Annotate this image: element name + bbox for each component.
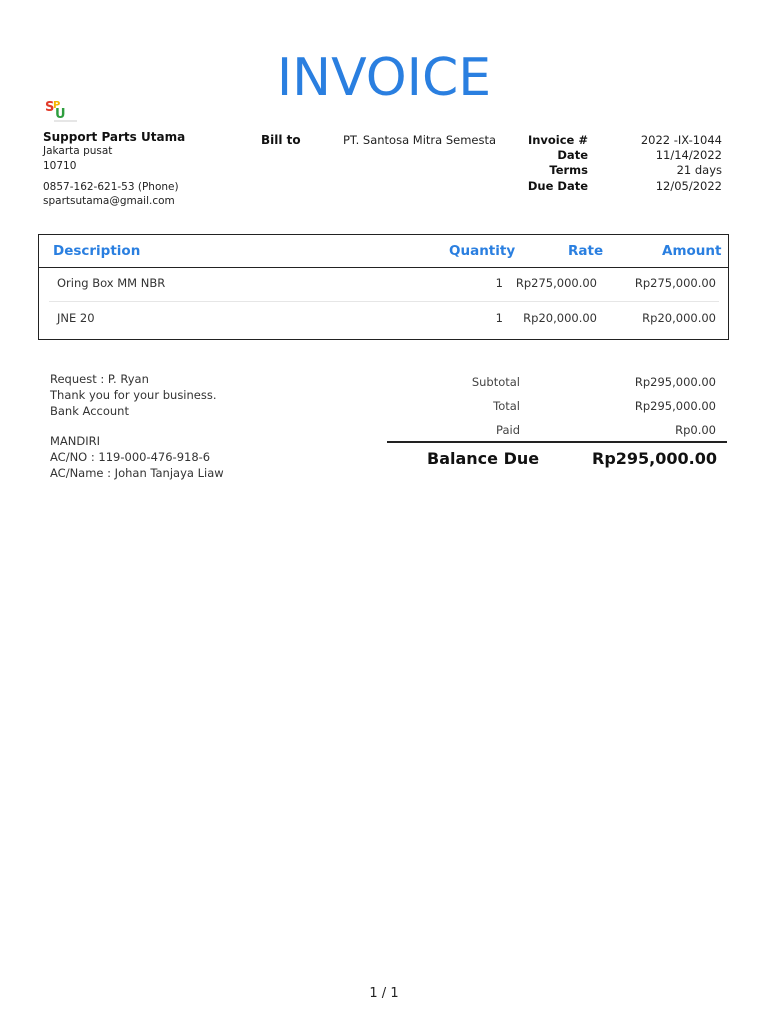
spu-logo-icon (44, 97, 78, 123)
paid-label: Paid (496, 423, 520, 437)
invoice-date: 11/14/2022 (655, 148, 722, 163)
paid-value: Rp0.00 (675, 423, 716, 437)
column-header-description: Description (53, 243, 141, 259)
company-phone: 0857-162-621-53 (Phone) (43, 181, 179, 193)
due-date: 12/05/2022 (655, 178, 722, 193)
svg-text:P: P (53, 100, 61, 111)
bill-to-label: Bill to (261, 133, 301, 147)
invoice-meta-labels (500, 133, 588, 194)
invoice-number: 2022 -IX-1044 (640, 133, 722, 147)
line-items-table (38, 268, 729, 340)
total-value: Rp295,000.00 (634, 399, 716, 413)
company-postal-code: 10710 (43, 160, 77, 172)
terms-label: Terms (549, 163, 588, 178)
total-label: Total (493, 399, 520, 413)
bank-account-label: Bank Account (50, 404, 129, 418)
notes-spacer (50, 419, 224, 433)
column-header-rate: Rate (568, 243, 604, 259)
bill-to-value: PT. Santosa Mitra Semesta (343, 133, 497, 147)
item-quantity: 1 (495, 276, 503, 290)
page-indicator: 1 / 1 (369, 986, 399, 1001)
invoice-notes (50, 371, 224, 481)
thanks-note: Thank you for your business. (50, 388, 217, 402)
request-note: Request : P. Ryan (50, 372, 149, 386)
column-header-quantity: Quantity (449, 243, 516, 259)
date-label: Date (557, 148, 588, 163)
invoice-meta-values (600, 133, 722, 194)
svg-text:S: S (45, 100, 55, 115)
account-name: AC/Name : Johan Tanjaya Liaw (50, 466, 224, 480)
item-quantity: 1 (495, 311, 503, 325)
item-amount: Rp275,000.00 (634, 276, 716, 290)
due-date-label: Due Date (527, 178, 588, 193)
account-number: AC/NO : 119-000-476-918-6 (50, 450, 211, 464)
company-email: spartsutama@gmail.com (43, 195, 175, 207)
company-name: Support Parts Utama (43, 130, 186, 144)
table-row (39, 303, 728, 337)
item-description: Oring Box MM NBR (57, 276, 166, 290)
row-divider (49, 301, 719, 302)
payment-terms: 21 days (676, 163, 722, 178)
bank-name: MANDIRI (50, 434, 101, 448)
column-header-amount: Amount (662, 243, 722, 259)
invoice-title: INVOICE (276, 48, 492, 108)
item-description: JNE 20 (57, 311, 95, 325)
balance-due-label: Balance Due (427, 449, 540, 468)
company-city: Jakarta pusat (43, 145, 113, 157)
balance-due-value: Rp295,000.00 (592, 449, 717, 468)
item-rate: Rp20,000.00 (523, 311, 597, 325)
line-items-header (38, 234, 729, 268)
totals-divider (387, 441, 727, 443)
subtotal-value: Rp295,000.00 (634, 375, 716, 389)
subtotal-label: Subtotal (471, 375, 520, 389)
item-rate: Rp275,000.00 (515, 276, 597, 290)
item-amount: Rp20,000.00 (642, 311, 716, 325)
table-row (39, 268, 728, 302)
svg-text:U: U (55, 107, 66, 122)
invoice-number-label: Invoice # (527, 133, 588, 147)
